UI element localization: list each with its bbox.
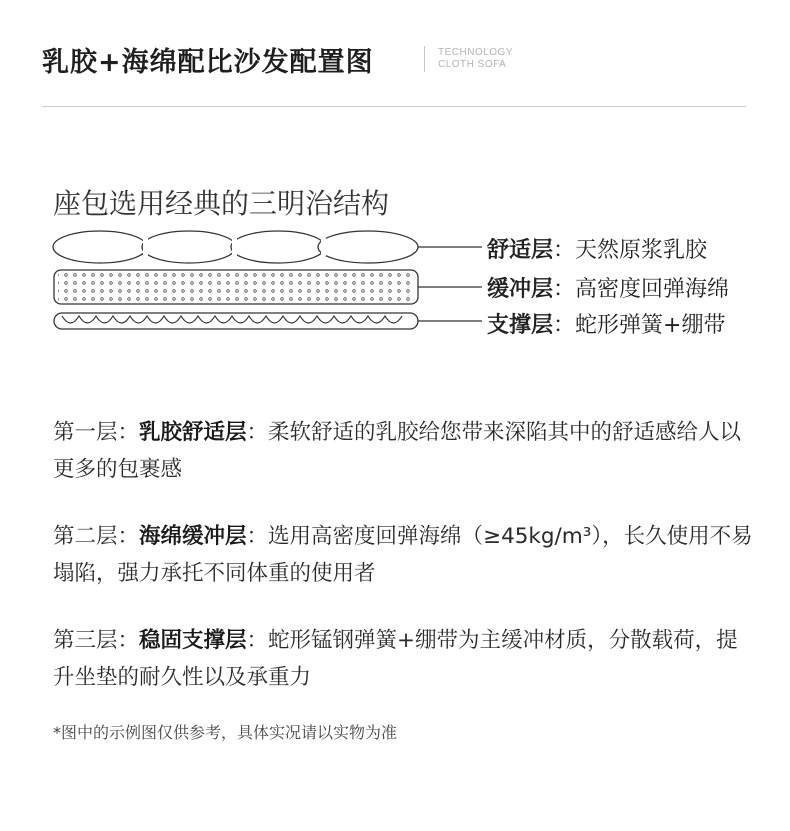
layer-sep: ： — [553, 238, 576, 263]
paragraph-layer-2 — [53, 518, 753, 592]
paragraph-head: 海绵缓冲层 — [139, 524, 247, 549]
paragraph-text: 选用高密度回弹海绵（≥45kg/m³），长久使用不易塌陷，强力承托不同体重的使用者 — [53, 524, 753, 586]
page-title: 乳胶+海绵配比沙发配置图 — [42, 47, 374, 78]
header-subtitle-line2: CLOTH SOFA — [438, 59, 507, 70]
foam-layer-illustration — [54, 270, 418, 304]
paragraph-prefix: 第一层： — [53, 420, 140, 445]
footnote: *图中的示例图仅供参考，具体实况请以实物为准 — [53, 723, 398, 742]
layer-desc: 蛇形弹簧+绷带 — [575, 313, 726, 338]
layer-label-buffer — [487, 272, 729, 303]
paragraph-head: 乳胶舒适层 — [139, 420, 247, 445]
paragraph-text: 柔软舒适的乳胶给您带来深陷其中的舒适感给人以更多的包裹感 — [53, 420, 742, 482]
layer-sep: ： — [553, 313, 576, 338]
header-subtitle-line1: TECHNOLOGY — [438, 47, 514, 58]
paragraph-layer-3 — [53, 622, 753, 696]
paragraph-sep: ： — [246, 420, 269, 445]
paragraph-head: 稳固支撑层 — [139, 628, 247, 653]
paragraph-sep: ： — [246, 524, 269, 549]
layer-sep: ： — [553, 277, 576, 302]
layer-desc: 天然原浆乳胶 — [575, 238, 708, 263]
layer-desc: 高密度回弹海绵 — [575, 277, 730, 302]
layer-label-comfort — [487, 233, 707, 264]
paragraph-sep: ： — [246, 628, 269, 653]
section-title: 座包选用经典的三明治结构 — [53, 187, 390, 220]
paragraph-text: 蛇形锰钢弹簧+绷带为主缓冲材质，分散载荷，提升坐垫的耐久性以及承重力 — [53, 628, 738, 690]
layer-label-support — [487, 308, 725, 339]
paragraph-prefix: 第二层： — [53, 524, 140, 549]
paragraph-prefix: 第三层： — [53, 628, 140, 653]
layer-name: 缓冲层 — [487, 277, 554, 302]
paragraph-layer-1 — [53, 414, 753, 488]
layer-name: 舒适层 — [487, 238, 554, 263]
spring-layer-illustration — [54, 313, 418, 329]
layer-name: 支撑层 — [487, 313, 554, 338]
